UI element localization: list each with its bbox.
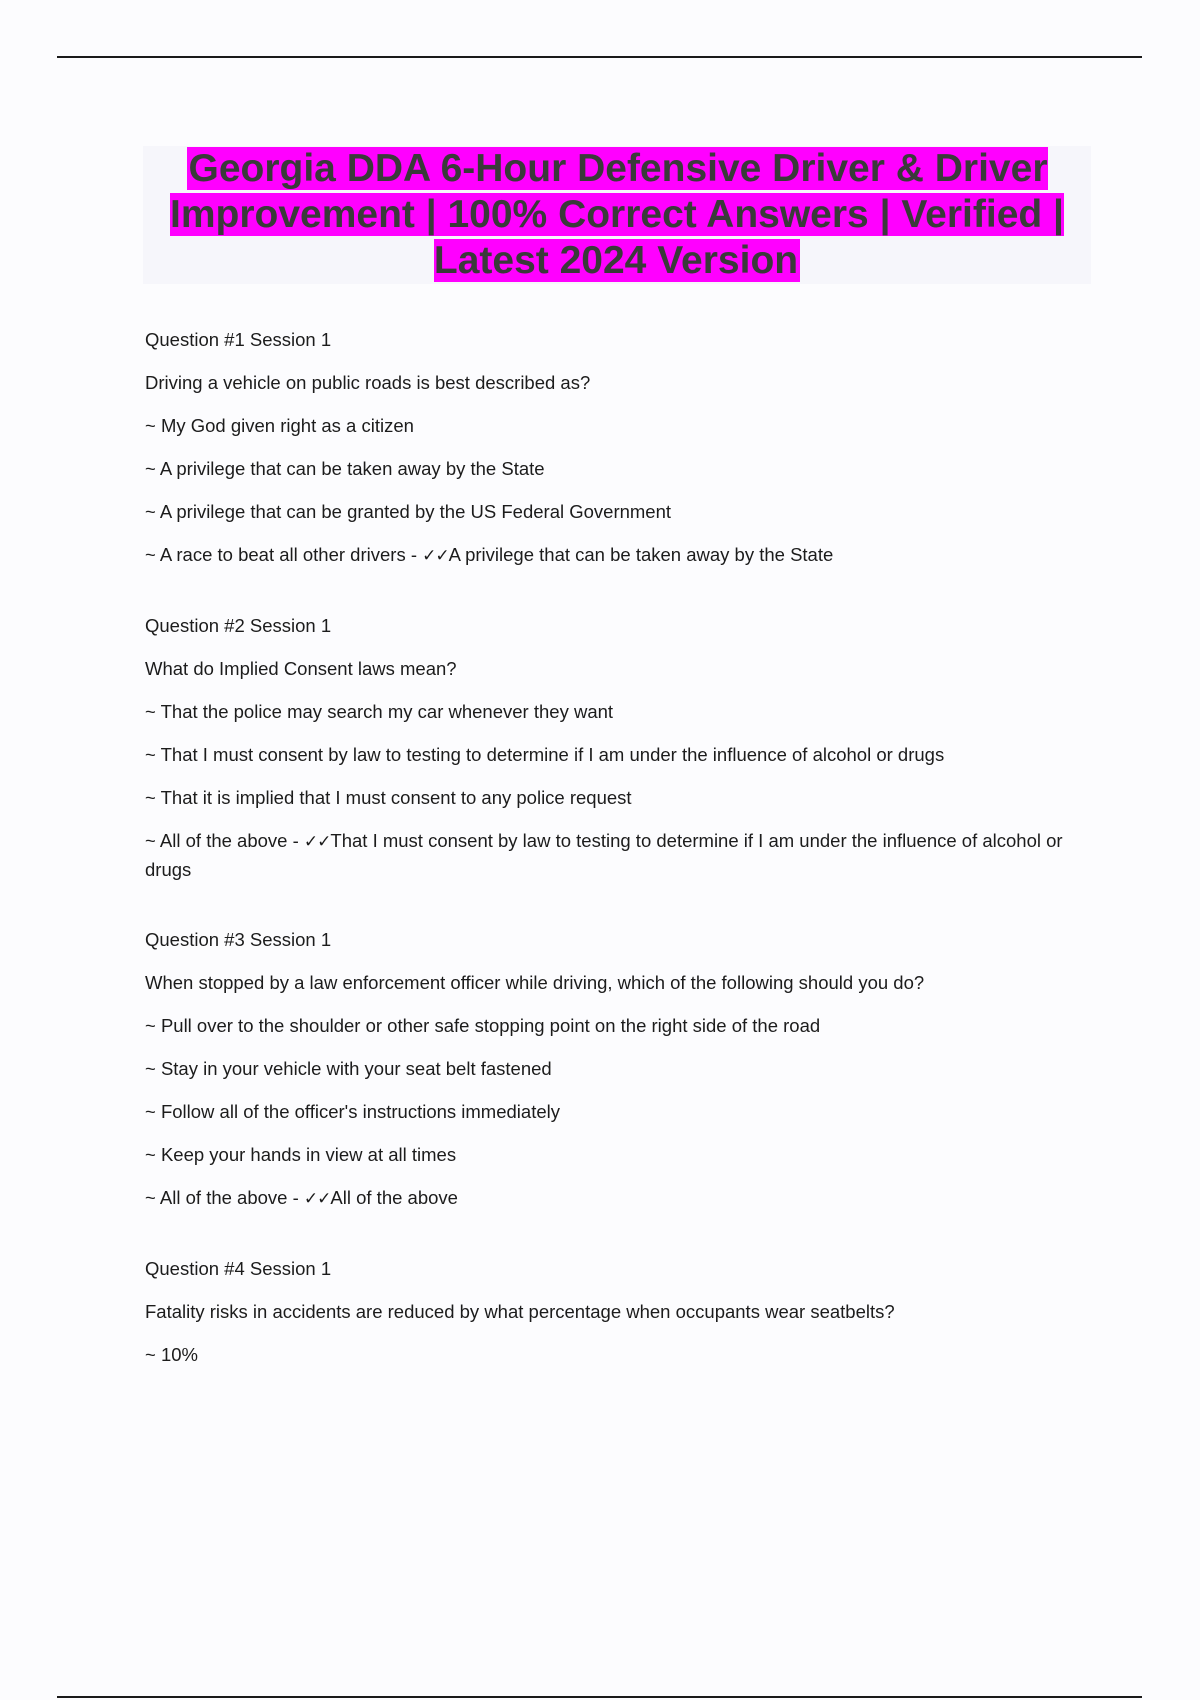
question-text: What do Implied Consent laws mean? bbox=[145, 658, 457, 679]
checkmark-icon: ✓✓ bbox=[303, 1189, 331, 1209]
bottom-rule bbox=[57, 1696, 1142, 1698]
correct-answer: That I must consent by law to testing to determine if I am under the influence of alcohol or drugs bbox=[145, 830, 1063, 880]
question-heading: Question #2 Session 1 bbox=[145, 615, 332, 636]
question-4 bbox=[145, 1255, 1105, 1369]
correct-answer: All of the above bbox=[330, 1187, 458, 1208]
answer-option: ~ Keep your hands in view at all times bbox=[145, 1144, 457, 1165]
question-list bbox=[145, 326, 1105, 1411]
question-text: Fatality risks in accidents are reduced by what percentage when occupants wear seatbelts? bbox=[145, 1301, 895, 1322]
answer-option: ~ That it is implied that I must consent to any police request bbox=[145, 787, 632, 808]
answer-option: ~ That the police may search my car whenever they want bbox=[145, 701, 614, 722]
question-heading: Question #3 Session 1 bbox=[145, 929, 332, 950]
final-option-text: ~ All of the above - bbox=[145, 1187, 304, 1208]
checkmark-icon: ✓✓ bbox=[422, 546, 449, 566]
final-option-text: ~ A race to beat all other drivers - bbox=[145, 544, 423, 565]
checkmark-icon: ✓✓ bbox=[303, 832, 331, 852]
answer-option: ~ A privilege that can be granted by the US Federal Government bbox=[145, 501, 672, 522]
question-heading: Question #4 Session 1 bbox=[145, 1258, 332, 1279]
answer-option: ~ 10% bbox=[145, 1344, 198, 1365]
question-3 bbox=[145, 926, 1105, 1213]
answer-option: ~ Stay in your vehicle with your seat belt fastened bbox=[145, 1058, 552, 1079]
document-title-highlight: Georgia DDA 6-Hour Defensive Driver & Driver Improvement | 100% Correct Answers | Verified | Latest 2024 Version bbox=[170, 147, 1064, 282]
answer-option-with-answer bbox=[145, 827, 1105, 884]
answer-option: ~ A privilege that can be taken away by the State bbox=[145, 458, 545, 479]
correct-answer: A privilege that can be taken away by the State bbox=[448, 544, 834, 565]
answer-option: ~ My God given right as a citizen bbox=[145, 415, 414, 436]
top-rule bbox=[57, 56, 1142, 58]
answer-option: ~ Follow all of the officer's instructions immediately bbox=[145, 1101, 560, 1122]
answer-option: ~ Pull over to the shoulder or other safe stopping point on the right side of the road bbox=[145, 1015, 821, 1036]
question-text: When stopped by a law enforcement officer while driving, which of the following should you do? bbox=[145, 972, 925, 993]
answer-option-with-answer bbox=[145, 541, 1105, 570]
question-1 bbox=[145, 326, 1105, 570]
question-2 bbox=[145, 612, 1105, 884]
document-title bbox=[143, 146, 1091, 284]
answer-option-with-answer bbox=[145, 1184, 1105, 1213]
question-heading: Question #1 Session 1 bbox=[145, 329, 332, 350]
answer-option: ~ That I must consent by law to testing to determine if I am under the influence of alcohol or drugs bbox=[145, 744, 945, 765]
final-option-text: ~ All of the above - bbox=[145, 830, 304, 851]
question-text: Driving a vehicle on public roads is best described as? bbox=[145, 372, 591, 393]
title-box bbox=[143, 146, 1091, 284]
